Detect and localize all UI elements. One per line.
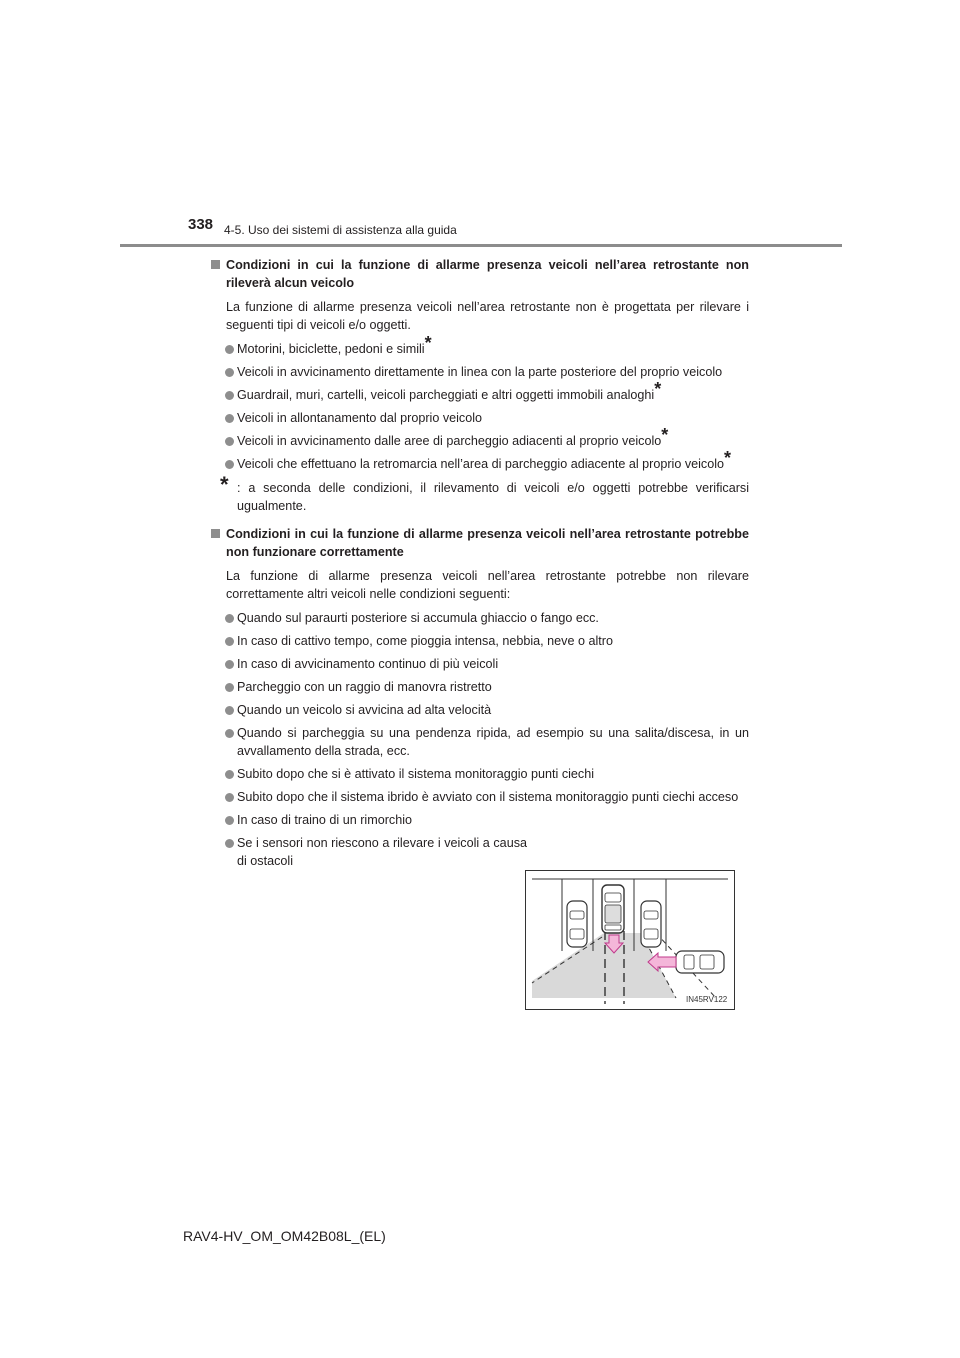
list-item	[211, 724, 749, 760]
list-item	[211, 788, 749, 806]
list-item	[211, 379, 749, 404]
list-item-text: Veicoli che effettuano la retromarcia nell’area di parcheggio adiacente al proprio veicolo	[237, 457, 725, 471]
list-item	[211, 409, 749, 427]
list-item	[211, 811, 749, 829]
page-header	[120, 216, 842, 250]
list-item	[211, 701, 749, 719]
page-number: 338	[188, 216, 214, 233]
list-item	[211, 655, 749, 673]
circle-bullet-icon	[225, 793, 234, 802]
footnote-text: : a seconda delle condizioni, il rilevamento di veicoli e/o oggetti potrebbe verificarsi ugualmente.	[237, 481, 749, 513]
list-item	[211, 448, 749, 473]
document-code: RAV4-HV_OM_OM42B08L_(EL)	[183, 1228, 386, 1244]
circle-bullet-icon	[225, 614, 234, 623]
circle-bullet-icon	[225, 683, 234, 692]
asterisk-mark: *	[654, 379, 662, 399]
list-item	[211, 425, 749, 450]
circle-bullet-icon	[225, 839, 234, 848]
footnote	[211, 472, 749, 515]
circle-bullet-icon	[225, 660, 234, 669]
parking-diagram	[526, 871, 734, 1009]
list-item-text: Veicoli in allontanamento dal proprio veicolo	[237, 411, 483, 425]
list-item-text: Motorini, biciclette, pedoni e simili	[237, 342, 425, 356]
approaching-car	[676, 951, 724, 973]
figure-code: IN45RV122	[686, 995, 728, 1004]
list-item-text: In caso di avvicinamento continuo di più veicoli	[237, 657, 499, 671]
list-item-text: In caso di traino di un rimorchio	[237, 813, 412, 827]
list-item	[211, 609, 749, 627]
circle-bullet-icon	[225, 414, 234, 423]
list-item-text: Subito dopo che si è attivato il sistema monitoraggio punti ciechi	[237, 767, 595, 781]
list-item	[211, 765, 749, 783]
parked-car-right	[641, 901, 661, 947]
section-intro: La funzione di allarme presenza veicoli nell’area retrostante potrebbe non rilevare correttamente altri veicoli nelle condizioni seguenti:	[226, 569, 749, 601]
square-bullet-icon	[211, 529, 220, 538]
circle-bullet-icon	[225, 816, 234, 825]
list-item-text: Veicoli in avvicinamento dalle aree di parcheggio adiacenti al proprio veicolo	[237, 434, 662, 448]
parked-car-left	[567, 901, 587, 947]
circle-bullet-icon	[225, 437, 234, 446]
circle-bullet-icon	[225, 460, 234, 469]
header-rule	[120, 244, 842, 247]
circle-bullet-icon	[225, 706, 234, 715]
list-item	[211, 678, 749, 696]
circle-bullet-icon	[225, 345, 234, 354]
own-vehicle	[602, 885, 624, 933]
section-title: 4-5. Uso dei sistemi di assistenza alla guida	[224, 223, 457, 237]
list-item	[211, 632, 749, 650]
section-intro: La funzione di allarme presenza veicoli nell’area retrostante non è progettata per rilevare i seguenti tipi di veicoli e/o oggetti.	[226, 300, 749, 332]
list-item	[211, 834, 527, 870]
footnote-asterisk: *	[220, 472, 229, 497]
list-item-text: Veicoli in avvicinamento direttamente in linea con la parte posteriore del proprio veicolo	[237, 365, 723, 379]
page-content	[211, 256, 749, 875]
section-heading	[211, 525, 749, 561]
list-item-text: Subito dopo che il sistema ibrido è avviato con il sistema monitoraggio punti ciechi acceso	[237, 790, 739, 804]
list-item-text: In caso di cattivo tempo, come pioggia intensa, nebbia, neve o altro	[237, 634, 613, 648]
circle-bullet-icon	[225, 770, 234, 779]
asterisk-mark: *	[724, 448, 732, 468]
list-item-text: Quando si parcheggia su una pendenza ripida, ad esempio su una salita/discesa, in un avvallamento della strada, ecc.	[237, 726, 749, 758]
list-item-text: Se i sensori non riescono a rilevare i veicoli a causa di ostacoli	[237, 836, 527, 868]
asterisk-mark: *	[661, 425, 669, 445]
list-item-text: Quando un veicolo si avvicina ad alta velocità	[237, 703, 492, 717]
square-bullet-icon	[211, 260, 220, 269]
circle-bullet-icon	[225, 391, 234, 400]
section-heading	[211, 256, 749, 292]
list-item	[211, 333, 749, 358]
asterisk-mark: *	[424, 333, 432, 353]
list-item-text: Quando sul paraurti posteriore si accumula ghiaccio o fango ecc.	[237, 611, 599, 625]
section-heading-text: Condizioni in cui la funzione di allarme presenza veicoli nell’area retrostante potrebbe non funzionare correttamente	[226, 527, 749, 559]
parking-illustration	[525, 870, 735, 1010]
circle-bullet-icon	[225, 368, 234, 377]
circle-bullet-icon	[225, 729, 234, 738]
list-item-text: Parcheggio con un raggio di manovra ristretto	[237, 680, 492, 694]
section-heading-text: Condizioni in cui la funzione di allarme presenza veicoli nell’area retrostante non rileverà alcun veicolo	[226, 258, 749, 290]
list-item	[211, 363, 749, 381]
circle-bullet-icon	[225, 637, 234, 646]
list-item-text: Guardrail, muri, cartelli, veicoli parcheggiati e altri oggetti immobili analoghi	[237, 388, 655, 402]
